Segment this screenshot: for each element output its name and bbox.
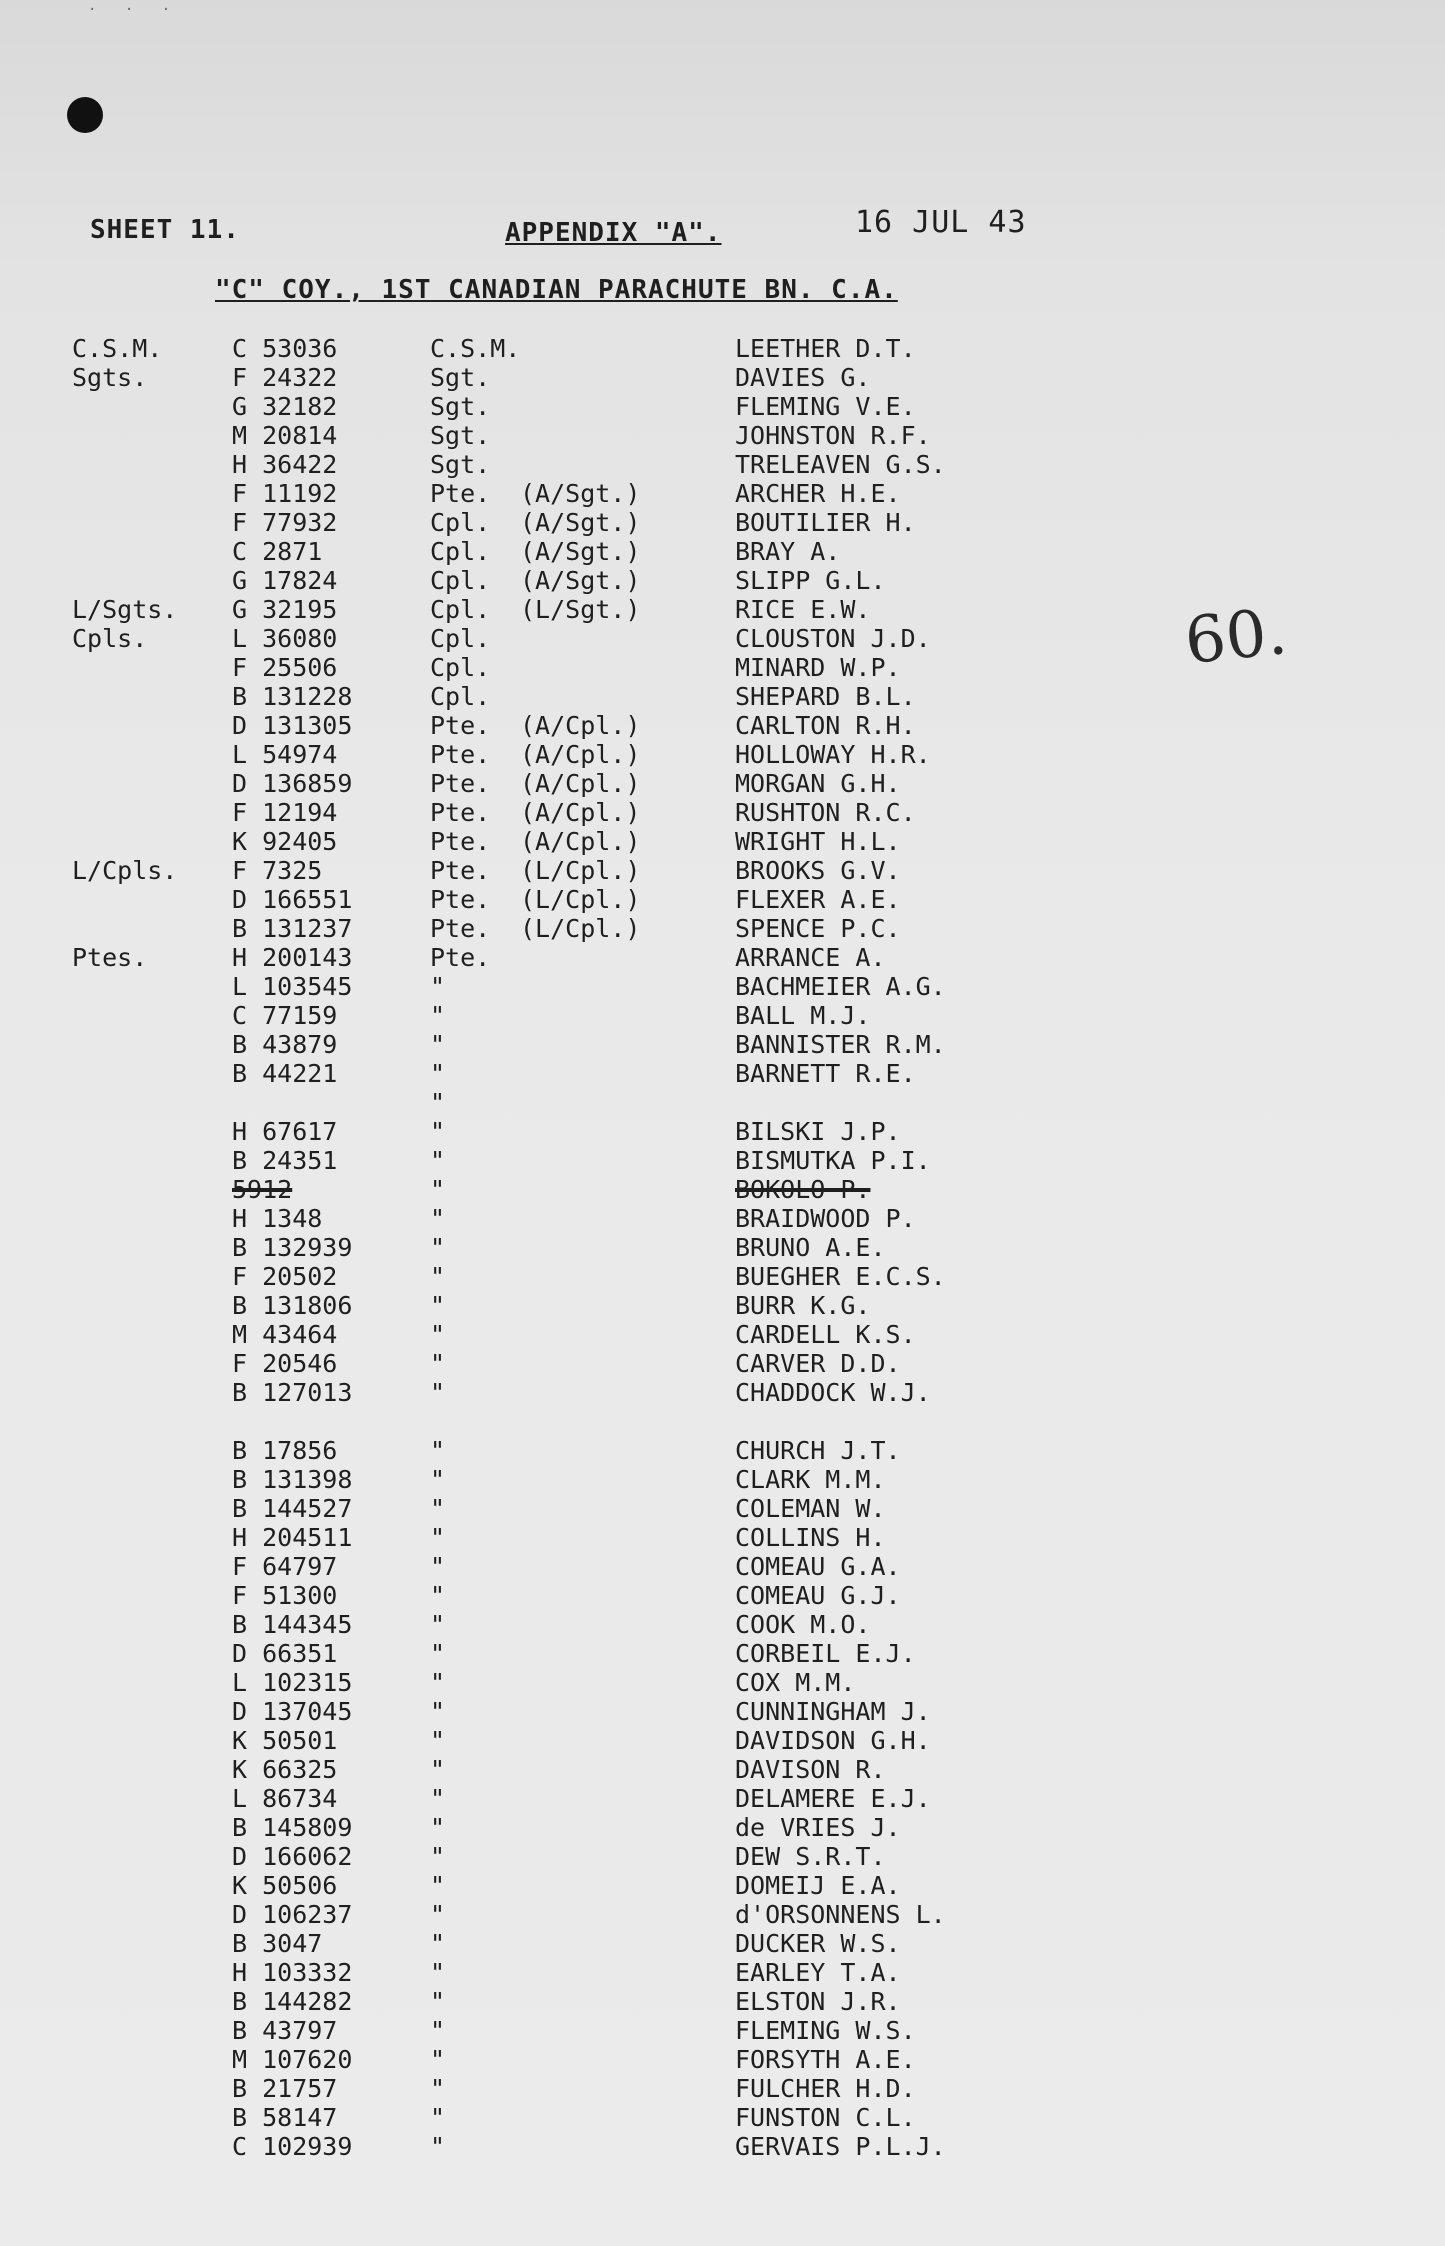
roll-row (0, 1465, 1445, 1494)
rank: " (430, 1581, 446, 1610)
regimental-number: B 44221 (232, 1059, 338, 1088)
acting-rank: (A/Sgt.) (520, 566, 641, 595)
rank: " (430, 2132, 446, 2161)
soldier-name: RICE E.W. (735, 595, 871, 624)
roll-row (0, 1784, 1445, 1813)
soldier-name: BILSKI J.P. (735, 1117, 901, 1146)
rank: Pte. (430, 885, 491, 914)
regimental-number: C 53036 (232, 334, 338, 363)
roll-row (0, 421, 1445, 450)
rank: " (430, 1059, 446, 1088)
regimental-number: B 131228 (232, 682, 353, 711)
regimental-number: L 86734 (232, 1784, 338, 1813)
soldier-name: BACHMEIER A.G. (735, 972, 946, 1001)
regimental-number: F 11192 (232, 479, 338, 508)
regimental-number: F 77932 (232, 508, 338, 537)
regimental-number: D 106237 (232, 1900, 353, 1929)
soldier-name: GERVAIS P.L.J. (735, 2132, 946, 2161)
roll-row (0, 1001, 1445, 1030)
rank: " (430, 1175, 446, 1204)
roll-row (0, 827, 1445, 856)
rank: " (430, 1233, 446, 1262)
rank-group-label: Sgts. (72, 363, 148, 392)
regimental-number: B 131398 (232, 1465, 353, 1494)
soldier-name: CARLTON R.H. (735, 711, 916, 740)
roll-row (0, 1639, 1445, 1668)
rank: Sgt. (430, 450, 491, 479)
regimental-number: D 166551 (232, 885, 353, 914)
soldier-name: CHADDOCK W.J. (735, 1378, 931, 1407)
rank: " (430, 1726, 446, 1755)
regimental-number: D 66351 (232, 1639, 338, 1668)
regimental-number: D 131305 (232, 711, 353, 740)
regimental-number: H 200143 (232, 943, 353, 972)
regimental-number: L 103545 (232, 972, 353, 1001)
acting-rank: (A/Cpl.) (520, 769, 641, 798)
regimental-number: K 92405 (232, 827, 338, 856)
roll-row (0, 1175, 1445, 1204)
regimental-number: K 50506 (232, 1871, 338, 1900)
soldier-name: DAVIES G. (735, 363, 871, 392)
regimental-number: L 36080 (232, 624, 338, 653)
rank: " (430, 1697, 446, 1726)
soldier-name: BURR K.G. (735, 1291, 871, 1320)
regimental-number: K 50501 (232, 1726, 338, 1755)
roll-row (0, 1697, 1445, 1726)
acting-rank: (A/Sgt.) (520, 508, 641, 537)
regimental-number: G 32182 (232, 392, 338, 421)
rank: Pte. (430, 798, 491, 827)
soldier-name: SPENCE P.C. (735, 914, 901, 943)
soldier-name: BUEGHER E.C.S. (735, 1262, 946, 1291)
regimental-number: B 17856 (232, 1436, 338, 1465)
regimental-number: F 24322 (232, 363, 338, 392)
regimental-number: B 58147 (232, 2103, 338, 2132)
rank: " (430, 1436, 446, 1465)
regimental-number: C 102939 (232, 2132, 353, 2161)
rank: " (430, 1668, 446, 1697)
soldier-name: BRUNO A.E. (735, 1233, 886, 1262)
regimental-number: L 102315 (232, 1668, 353, 1697)
acting-rank: (A/Cpl.) (520, 798, 641, 827)
rank-group-label: L/Cpls. (72, 856, 178, 885)
soldier-name: COMEAU G.J. (735, 1581, 901, 1610)
regimental-number: D 166062 (232, 1842, 353, 1871)
regimental-number: C 2871 (232, 537, 323, 566)
rank: Cpl. (430, 682, 491, 711)
soldier-name: CARVER D.D. (735, 1349, 901, 1378)
soldier-name: CHURCH J.T. (735, 1436, 901, 1465)
rank: " (430, 1784, 446, 1813)
roll-row (0, 711, 1445, 740)
regimental-number: C 77159 (232, 1001, 338, 1030)
rank: Cpl. (430, 624, 491, 653)
rank: Cpl. (430, 653, 491, 682)
rank: " (430, 2103, 446, 2132)
soldier-name: FUNSTON C.L. (735, 2103, 916, 2132)
roll-row (0, 334, 1445, 363)
soldier-name: JOHNSTON R.F. (735, 421, 931, 450)
roll-row (0, 1610, 1445, 1639)
roll-row (0, 1088, 1445, 1117)
roll-row (0, 1871, 1445, 1900)
roll-row (0, 2103, 1445, 2132)
roll-row (0, 914, 1445, 943)
rank: Pte. (430, 914, 491, 943)
soldier-name: TRELEAVEN G.S. (735, 450, 946, 479)
rank: Pte. (430, 827, 491, 856)
roll-row (0, 1813, 1445, 1842)
roll-row (0, 1900, 1445, 1929)
roll-row (0, 392, 1445, 421)
acting-rank: (L/Cpl.) (520, 885, 641, 914)
rank: " (430, 1088, 446, 1117)
rank: " (430, 1523, 446, 1552)
roll-row (0, 856, 1445, 885)
roll-row (0, 1552, 1445, 1581)
regimental-number: B 24351 (232, 1146, 338, 1175)
rank: " (430, 1494, 446, 1523)
soldier-name: DELAMERE E.J. (735, 1784, 931, 1813)
regimental-number: M 107620 (232, 2045, 353, 2074)
regimental-number: F 20546 (232, 1349, 338, 1378)
roll-row (0, 1581, 1445, 1610)
regimental-number: B 131237 (232, 914, 353, 943)
regimental-number: K 66325 (232, 1755, 338, 1784)
rank-group-label: L/Sgts. (72, 595, 178, 624)
soldier-name: COLEMAN W. (735, 1494, 886, 1523)
soldier-name: SHEPARD B.L. (735, 682, 916, 711)
soldier-name: BRAIDWOOD P. (735, 1204, 916, 1233)
soldier-name: CUNNINGHAM J. (735, 1697, 931, 1726)
rank: " (430, 1291, 446, 1320)
roll-row (0, 1378, 1445, 1407)
punch-hole (67, 97, 103, 133)
rank: Pte. (430, 740, 491, 769)
rank: Pte. (430, 943, 491, 972)
roll-row (0, 682, 1445, 711)
regimental-number: D 137045 (232, 1697, 353, 1726)
nominal-roll (0, 334, 1445, 2161)
rank: " (430, 1958, 446, 1987)
soldier-name: COLLINS H. (735, 1523, 886, 1552)
soldier-name: BANNISTER R.M. (735, 1030, 946, 1059)
rank: Pte. (430, 856, 491, 885)
rank: Sgt. (430, 392, 491, 421)
rank: " (430, 2016, 446, 2045)
appendix-title: APPENDIX "A". (505, 218, 722, 248)
unit-heading: "C" COY., 1ST CANADIAN PARACHUTE BN. C.A. (215, 275, 898, 305)
regimental-number: D 136859 (232, 769, 353, 798)
rank: " (430, 1755, 446, 1784)
regimental-number: H 103332 (232, 1958, 353, 1987)
soldier-name: BOUTILIER H. (735, 508, 916, 537)
roll-row (0, 1929, 1445, 1958)
regimental-number: F 64797 (232, 1552, 338, 1581)
roll-row (0, 2045, 1445, 2074)
soldier-name: COX M.M. (735, 1668, 856, 1697)
rank: Cpl. (430, 595, 491, 624)
roll-row (0, 1059, 1445, 1088)
regimental-number: B 43797 (232, 2016, 338, 2045)
regimental-number: F 20502 (232, 1262, 338, 1291)
soldier-name: DEW S.R.T. (735, 1842, 886, 1871)
roll-row (0, 1755, 1445, 1784)
rank: " (430, 1378, 446, 1407)
regimental-number: F 7325 (232, 856, 323, 885)
roll-row (0, 1523, 1445, 1552)
rank: " (430, 1610, 446, 1639)
soldier-name: DAVISON R. (735, 1755, 886, 1784)
regimental-number: G 32195 (232, 595, 338, 624)
rank: Pte. (430, 769, 491, 798)
roll-row (0, 2132, 1445, 2161)
regimental-number: B 144345 (232, 1610, 353, 1639)
roll-row (0, 1117, 1445, 1146)
roll-row (0, 1494, 1445, 1523)
regimental-number: H 1348 (232, 1204, 323, 1233)
rank: Cpl. (430, 537, 491, 566)
rank: " (430, 1146, 446, 1175)
sheet-number: SHEET 11. (90, 215, 240, 245)
regimental-number: H 204511 (232, 1523, 353, 1552)
soldier-name: RUSHTON R.C. (735, 798, 916, 827)
soldier-name: FLEXER A.E. (735, 885, 901, 914)
acting-rank: (L/Sgt.) (520, 595, 641, 624)
regimental-number: B 43879 (232, 1030, 338, 1059)
regimental-number: M 43464 (232, 1320, 338, 1349)
rank: " (430, 1117, 446, 1146)
regimental-number: H 36422 (232, 450, 338, 479)
acting-rank: (A/Cpl.) (520, 711, 641, 740)
soldier-name: FLEMING W.S. (735, 2016, 916, 2045)
soldier-name: DUCKER W.S. (735, 1929, 901, 1958)
rank: " (430, 1552, 446, 1581)
regimental-number: F 25506 (232, 653, 338, 682)
soldier-name: WRIGHT H.L. (735, 827, 901, 856)
roll-row (0, 537, 1445, 566)
roll-row (0, 1349, 1445, 1378)
soldier-name: ELSTON J.R. (735, 1987, 901, 2016)
acting-rank: (A/Cpl.) (520, 827, 641, 856)
roll-row (0, 885, 1445, 914)
handwritten-folio-number: 60. (1181, 594, 1291, 680)
rank: " (430, 1320, 446, 1349)
rank: " (430, 1871, 446, 1900)
soldier-name: ARCHER H.E. (735, 479, 901, 508)
soldier-name: MORGAN G.H. (735, 769, 901, 798)
acting-rank: (A/Cpl.) (520, 740, 641, 769)
regimental-number: B 132939 (232, 1233, 353, 1262)
soldier-name: BOKOLO P. (735, 1175, 871, 1204)
rank: Pte. (430, 479, 491, 508)
roll-row (0, 1436, 1445, 1465)
regimental-number: B 145809 (232, 1813, 353, 1842)
regimental-number: B 127013 (232, 1378, 353, 1407)
roll-row (0, 1958, 1445, 1987)
rank: " (430, 1349, 446, 1378)
acting-rank: (L/Cpl.) (520, 914, 641, 943)
acting-rank: (L/Cpl.) (520, 856, 641, 885)
rank: " (430, 1639, 446, 1668)
paper-specks: · · · (88, 2, 181, 18)
rank: " (430, 1262, 446, 1291)
regimental-number: B 131806 (232, 1291, 353, 1320)
roll-row (0, 798, 1445, 827)
roll-row (0, 1320, 1445, 1349)
roll-row (0, 740, 1445, 769)
soldier-name: LEETHER D.T. (735, 334, 916, 363)
roll-row (0, 2016, 1445, 2045)
acting-rank: (A/Sgt.) (520, 537, 641, 566)
rank: " (430, 972, 446, 1001)
roll-row (0, 1987, 1445, 2016)
roll-row (0, 450, 1445, 479)
regimental-number: G 17824 (232, 566, 338, 595)
soldier-name: BROOKS G.V. (735, 856, 901, 885)
regimental-number: L 54974 (232, 740, 338, 769)
soldier-name: COMEAU G.A. (735, 1552, 901, 1581)
roll-row (0, 653, 1445, 682)
soldier-name: MINARD W.P. (735, 653, 901, 682)
soldier-name: CLOUSTON J.D. (735, 624, 931, 653)
regimental-number: B 144282 (232, 1987, 353, 2016)
soldier-name: BARNETT R.E. (735, 1059, 916, 1088)
roll-row (0, 363, 1445, 392)
soldier-name: FULCHER H.D. (735, 2074, 916, 2103)
rank: Sgt. (430, 363, 491, 392)
soldier-name: DOMEIJ E.A. (735, 1871, 901, 1900)
roll-row (0, 1842, 1445, 1871)
rank: " (430, 1842, 446, 1871)
regimental-number: F 12194 (232, 798, 338, 827)
roll-row (0, 1146, 1445, 1175)
soldier-name: de VRIES J. (735, 1813, 901, 1842)
regimental-number: H 67617 (232, 1117, 338, 1146)
rank: " (430, 1465, 446, 1494)
regimental-number: 5912 (232, 1175, 293, 1204)
soldier-name: HOLLOWAY H.R. (735, 740, 931, 769)
roll-row (0, 972, 1445, 1001)
soldier-name: BISMUTKA P.I. (735, 1146, 931, 1175)
rank: " (430, 1030, 446, 1059)
regimental-number: B 144527 (232, 1494, 353, 1523)
roll-row (0, 508, 1445, 537)
rank-group-label: Cpls. (72, 624, 148, 653)
rank: Cpl. (430, 566, 491, 595)
soldier-name: EARLEY T.A. (735, 1958, 901, 1987)
rank-group-label: C.S.M. (72, 334, 163, 363)
acting-rank: (A/Sgt.) (520, 479, 641, 508)
roll-row (0, 1726, 1445, 1755)
rank: " (430, 1001, 446, 1030)
rank: Cpl. (430, 508, 491, 537)
roll-row (0, 624, 1445, 653)
soldier-name: BRAY A. (735, 537, 841, 566)
rank: C.S.M. (430, 334, 521, 363)
roll-row (0, 943, 1445, 972)
soldier-name: ARRANCE A. (735, 943, 886, 972)
rank: " (430, 1204, 446, 1233)
roll-row (0, 1262, 1445, 1291)
roll-row (0, 2074, 1445, 2103)
rank: " (430, 1987, 446, 2016)
soldier-name: FLEMING V.E. (735, 392, 916, 421)
regimental-number: B 21757 (232, 2074, 338, 2103)
soldier-name: FORSYTH A.E. (735, 2045, 916, 2074)
rank: " (430, 2074, 446, 2103)
roll-row (0, 479, 1445, 508)
roll-row (0, 1204, 1445, 1233)
roll-row (0, 566, 1445, 595)
regimental-number: F 51300 (232, 1581, 338, 1610)
regimental-number: B 3047 (232, 1929, 323, 1958)
rank: " (430, 2045, 446, 2074)
soldier-name: SLIPP G.L. (735, 566, 886, 595)
roll-row (0, 1291, 1445, 1320)
soldier-name: d'ORSONNENS L. (735, 1900, 946, 1929)
rank: Pte. (430, 711, 491, 740)
roll-row (0, 769, 1445, 798)
roll-row (0, 595, 1445, 624)
soldier-name: CORBEIL E.J. (735, 1639, 916, 1668)
soldier-name: COOK M.O. (735, 1610, 871, 1639)
regimental-number: M 20814 (232, 421, 338, 450)
soldier-name: CLARK M.M. (735, 1465, 886, 1494)
soldier-name: CARDELL K.S. (735, 1320, 916, 1349)
roll-row (0, 1030, 1445, 1059)
soldier-name: DAVIDSON G.H. (735, 1726, 931, 1755)
roll-row (0, 1233, 1445, 1262)
rank: " (430, 1900, 446, 1929)
document-date: 16 JUL 43 (855, 205, 1027, 240)
rank: " (430, 1929, 446, 1958)
rank-group-label: Ptes. (72, 943, 148, 972)
soldier-name: BALL M.J. (735, 1001, 871, 1030)
roll-row (0, 1668, 1445, 1697)
rank: " (430, 1813, 446, 1842)
rank: Sgt. (430, 421, 491, 450)
